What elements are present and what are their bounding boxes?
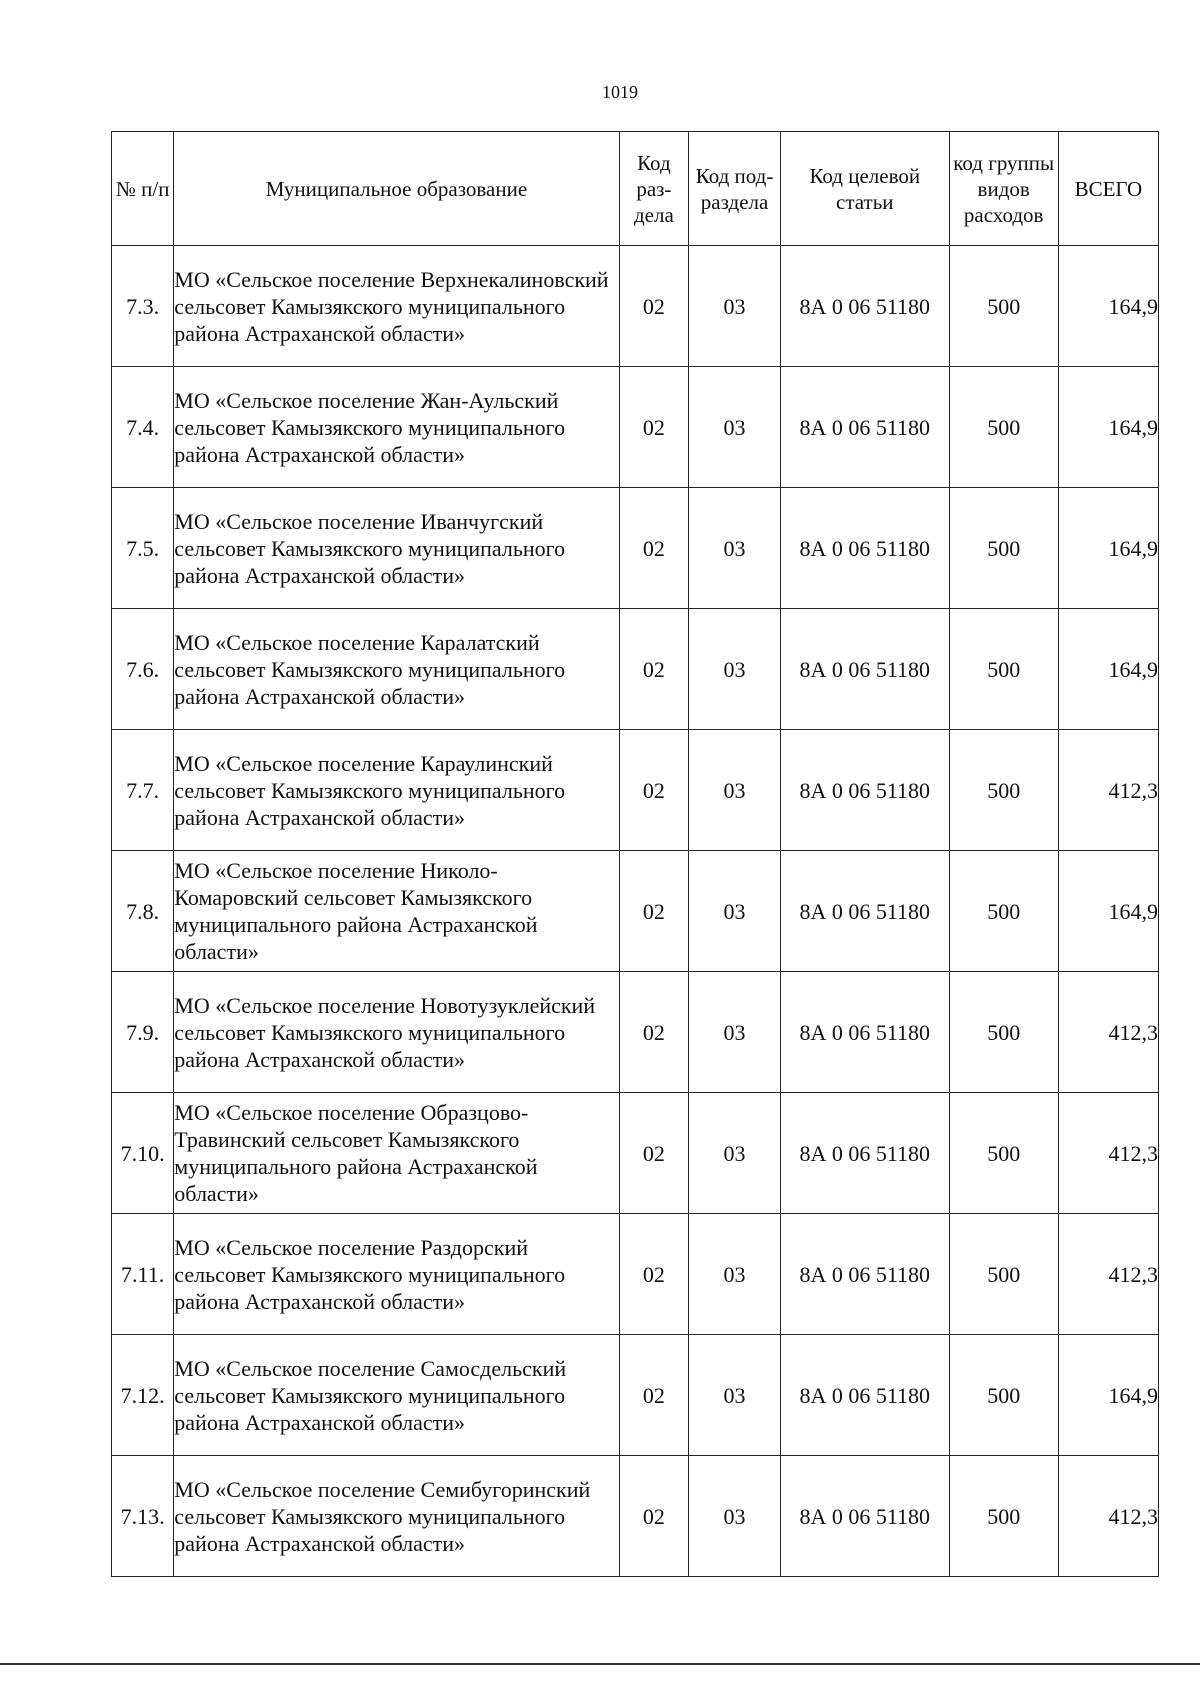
row-num: 7.6. bbox=[112, 609, 174, 730]
row-total: 164,9 bbox=[1058, 609, 1158, 730]
row-target-code: 8А 0 06 51180 bbox=[781, 972, 950, 1093]
row-municipality: МО «Сельское поселение Караулинский сельсовет Камызякского муниципального района Астраханской области» bbox=[174, 730, 619, 851]
table-row bbox=[112, 730, 1159, 851]
row-section-code: 02 bbox=[619, 1456, 688, 1577]
row-total: 164,9 bbox=[1058, 488, 1158, 609]
budget-allocation-table bbox=[111, 131, 1159, 1577]
table-row bbox=[112, 246, 1159, 367]
row-expense-group: 500 bbox=[949, 609, 1058, 730]
header-municipality: Муниципальное образование bbox=[174, 132, 619, 246]
header-subsection-code: Код под-раздела bbox=[689, 132, 781, 246]
row-target-code: 8А 0 06 51180 bbox=[781, 1456, 950, 1577]
table-row bbox=[112, 1456, 1159, 1577]
row-total: 412,3 bbox=[1058, 730, 1158, 851]
row-municipality: МО «Сельское поселение Самосдельский сельсовет Камызякского муниципального района Астраханской области» bbox=[174, 1335, 619, 1456]
row-target-code: 8А 0 06 51180 bbox=[781, 367, 950, 488]
table-row bbox=[112, 1093, 1159, 1214]
row-expense-group: 500 bbox=[949, 1335, 1058, 1456]
row-target-code: 8А 0 06 51180 bbox=[781, 1214, 950, 1335]
header-total: ВСЕГО bbox=[1058, 132, 1158, 246]
row-expense-group: 500 bbox=[949, 851, 1058, 972]
row-total: 164,9 bbox=[1058, 246, 1158, 367]
row-total: 412,3 bbox=[1058, 972, 1158, 1093]
row-subsection-code: 03 bbox=[689, 1214, 781, 1335]
row-num: 7.5. bbox=[112, 488, 174, 609]
row-target-code: 8А 0 06 51180 bbox=[781, 488, 950, 609]
row-subsection-code: 03 bbox=[689, 609, 781, 730]
row-section-code: 02 bbox=[619, 246, 688, 367]
row-municipality: МО «Сельское поселение Жан-Аульский сельсовет Камызякского муниципального района Астраханской области» bbox=[174, 367, 619, 488]
row-section-code: 02 bbox=[619, 851, 688, 972]
table-row bbox=[112, 609, 1159, 730]
row-municipality: МО «Сельское поселение Иванчугский сельсовет Камызякского муниципального района Астраханской области» bbox=[174, 488, 619, 609]
row-section-code: 02 bbox=[619, 609, 688, 730]
row-num: 7.8. bbox=[112, 851, 174, 972]
row-section-code: 02 bbox=[619, 1214, 688, 1335]
row-total: 164,9 bbox=[1058, 851, 1158, 972]
row-total: 412,3 bbox=[1058, 1093, 1158, 1214]
row-section-code: 02 bbox=[619, 1335, 688, 1456]
row-municipality: МО «Сельское поселение Семибугоринский сельсовет Камызякского муниципального района Астраханской области» bbox=[174, 1456, 619, 1577]
row-subsection-code: 03 bbox=[689, 367, 781, 488]
row-expense-group: 500 bbox=[949, 488, 1058, 609]
row-target-code: 8А 0 06 51180 bbox=[781, 730, 950, 851]
row-section-code: 02 bbox=[619, 972, 688, 1093]
row-municipality: МО «Сельское поселение Новотузуклейский сельсовет Камызякского муниципального района Астраханской области» bbox=[174, 972, 619, 1093]
table-row bbox=[112, 488, 1159, 609]
row-subsection-code: 03 bbox=[689, 1456, 781, 1577]
row-section-code: 02 bbox=[619, 1093, 688, 1214]
row-target-code: 8А 0 06 51180 bbox=[781, 851, 950, 972]
row-target-code: 8А 0 06 51180 bbox=[781, 609, 950, 730]
row-target-code: 8А 0 06 51180 bbox=[781, 1093, 950, 1214]
row-total: 164,9 bbox=[1058, 367, 1158, 488]
row-municipality: МО «Сельское поселение Верхнекалиновский сельсовет Камызякского муниципального района Астраханской области» bbox=[174, 246, 619, 367]
row-num: 7.7. bbox=[112, 730, 174, 851]
row-expense-group: 500 bbox=[949, 1214, 1058, 1335]
row-expense-group: 500 bbox=[949, 367, 1058, 488]
row-municipality: МО «Сельское поселение Николо-Комаровский сельсовет Камызякского муниципального района Астраханской области» bbox=[174, 851, 619, 972]
row-subsection-code: 03 bbox=[689, 246, 781, 367]
row-total: 164,9 bbox=[1058, 1335, 1158, 1456]
row-subsection-code: 03 bbox=[689, 488, 781, 609]
row-expense-group: 500 bbox=[949, 246, 1058, 367]
row-expense-group: 500 bbox=[949, 1456, 1058, 1577]
row-subsection-code: 03 bbox=[689, 1093, 781, 1214]
table-row bbox=[112, 1335, 1159, 1456]
table-header-row bbox=[112, 132, 1159, 246]
row-total: 412,3 bbox=[1058, 1456, 1158, 1577]
row-total: 412,3 bbox=[1058, 1214, 1158, 1335]
row-expense-group: 500 bbox=[949, 730, 1058, 851]
table-row bbox=[112, 972, 1159, 1093]
row-num: 7.13. bbox=[112, 1456, 174, 1577]
row-num: 7.3. bbox=[112, 246, 174, 367]
row-subsection-code: 03 bbox=[689, 730, 781, 851]
header-section-code: Код раз-дела bbox=[619, 132, 688, 246]
row-section-code: 02 bbox=[619, 730, 688, 851]
row-municipality: МО «Сельское поселение Образцово-Травинский сельсовет Камызякского муниципального района Астраханской области» bbox=[174, 1093, 619, 1214]
row-num: 7.10. bbox=[112, 1093, 174, 1214]
row-municipality: МО «Сельское поселение Раздорский сельсовет Камызякского муниципального района Астраханской области» bbox=[174, 1214, 619, 1335]
row-section-code: 02 bbox=[619, 488, 688, 609]
row-section-code: 02 bbox=[619, 367, 688, 488]
row-num: 7.9. bbox=[112, 972, 174, 1093]
row-subsection-code: 03 bbox=[689, 851, 781, 972]
row-expense-group: 500 bbox=[949, 1093, 1058, 1214]
header-num: № п/п bbox=[112, 132, 174, 246]
row-expense-group: 500 bbox=[949, 972, 1058, 1093]
header-target-code: Код целевой статьи bbox=[781, 132, 950, 246]
row-municipality: МО «Сельское поселение Каралатский сельсовет Камызякского муниципального района Астраханской области» bbox=[174, 609, 619, 730]
row-num: 7.4. bbox=[112, 367, 174, 488]
row-subsection-code: 03 bbox=[689, 972, 781, 1093]
row-num: 7.12. bbox=[112, 1335, 174, 1456]
row-subsection-code: 03 bbox=[689, 1335, 781, 1456]
header-expense-group: код группы видов расходов bbox=[949, 132, 1058, 246]
table-row bbox=[112, 1214, 1159, 1335]
table-row bbox=[112, 367, 1159, 488]
table-row bbox=[112, 851, 1159, 972]
row-num: 7.11. bbox=[112, 1214, 174, 1335]
row-target-code: 8А 0 06 51180 bbox=[781, 246, 950, 367]
bottom-rule bbox=[0, 1663, 1200, 1665]
row-target-code: 8А 0 06 51180 bbox=[781, 1335, 950, 1456]
page-number: 1019 bbox=[602, 82, 638, 102]
